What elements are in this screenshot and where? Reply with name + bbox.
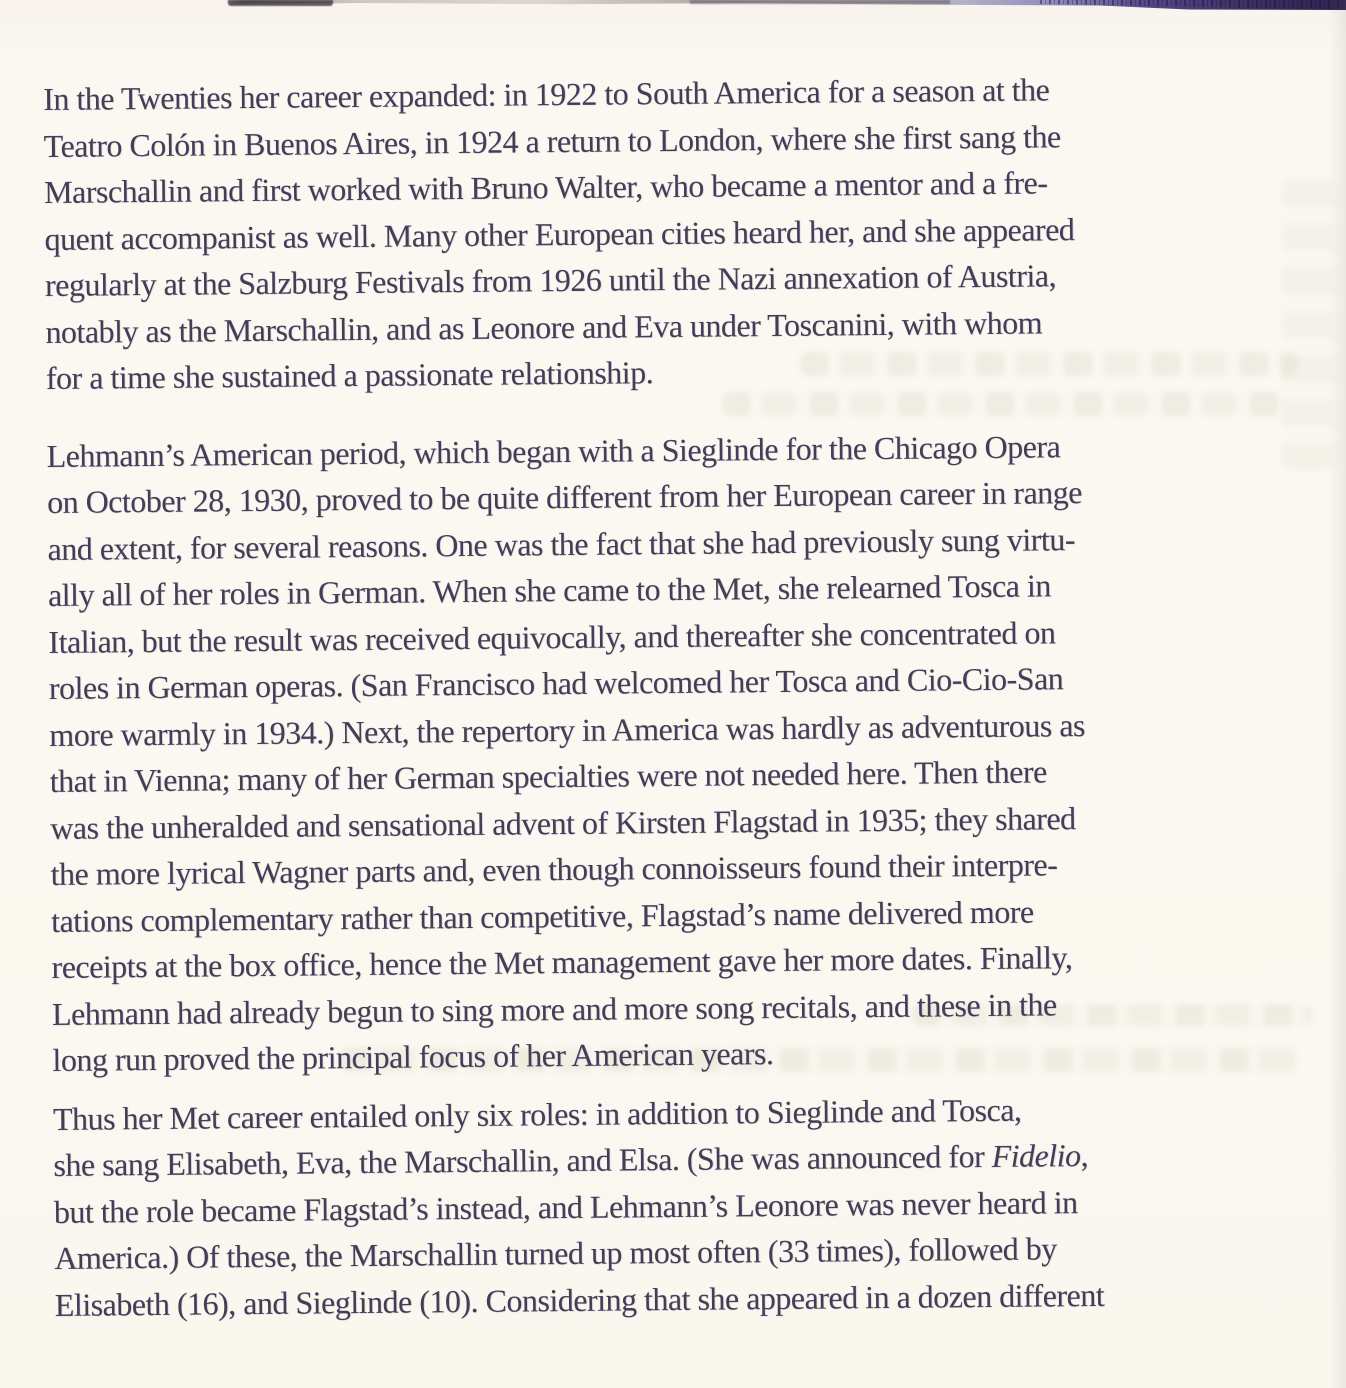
text-line: America.) Of these, the Marschallin turned up most often (33 times), followed by	[54, 1230, 1057, 1276]
scan-artifact-smudge	[228, 0, 333, 6]
text-line: Marschallin and first worked with Bruno Walter, who became a mentor and a fre-	[43, 164, 1048, 210]
text-line: Elisabeth (16), and Sieglinde (10). Considering that she appeared in a dozen different	[54, 1276, 1105, 1323]
text-segment: ,	[1080, 1137, 1089, 1174]
paragraph-1	[43, 64, 1341, 402]
text-line: was the unheralded and sensational advent of Kirsten Flagstad in 1935; they shared	[50, 799, 1076, 846]
text-line: roles in German operas. (San Francisco had welcomed her Tosca and Cio-Cio-San	[48, 660, 1064, 706]
text-line: on October 28, 1930, proved to be quite different from her European career in range	[46, 474, 1083, 520]
text-line: Teatro Colón in Buenos Aires, in 1924 a return to London, where she first sang the	[43, 117, 1061, 164]
text-line: that in Vienna; many of her German specialties were not needed here. Then there	[49, 753, 1047, 799]
text-line: and extent, for several reasons. One was the fact that she had previously sung virtu-	[47, 520, 1076, 567]
text-line: long run proved the principal focus of her American years.	[52, 1035, 774, 1078]
text-line: tations complementary rather than competitive, Flagstad’s name delivered more	[50, 893, 1034, 939]
paragraph-3	[53, 1083, 1346, 1328]
text-line: the more lyrical Wagner parts and, even though connoisseurs found their interpre-	[50, 846, 1058, 892]
text-line: In the Twenties her career expanded: in 1922 to South America for a season at the	[43, 71, 1050, 117]
text-line: for a time she sustained a passionate relationship.	[45, 354, 654, 396]
text-line: regularly at the Salzburg Festivals from 1926 until the Nazi annexation of Austria,	[44, 257, 1057, 303]
scan-artifact-smudge	[690, 0, 950, 4]
text-line: Lehmann had already begun to sing more and more song recitals, and these in the	[51, 985, 1057, 1032]
text-line: quent accompanist as well. Many other European cities heard her, and she appeared	[44, 210, 1075, 257]
text-line: notably as the Marschallin, and as Leonore and Eva under Toscanini, with whom	[45, 303, 1043, 350]
page-text	[43, 64, 1346, 1328]
text-line: Thus her Met career entailed only six roles: in addition to Sieglinde and Tosca,	[52, 1091, 1022, 1137]
text-segment: she sang Elisabeth, Eva, the Marschallin, and Elsa. (She was announced for	[53, 1137, 992, 1183]
text-line: but the role became Flagstad’s instead, and Lehmann’s Leonore was never heard in	[53, 1183, 1078, 1230]
italic-title: Fidelio	[991, 1137, 1081, 1174]
text-line: more warmly in 1934.) Next, the repertory in America was hardly as adventurous as	[49, 706, 1086, 753]
text-line: ally all of her roles in German. When she came to the Met, she relearned Tosca in	[47, 567, 1051, 613]
text-line: Lehmann’s American period, which began with a Sieglinde for the Chicago Opera	[46, 427, 1061, 474]
text-line: Italian, but the result was received equivocally, and thereafter she concentrated on	[48, 613, 1056, 660]
text-line: receipts at the box office, hence the Met management gave her more dates. Finally,	[51, 939, 1073, 985]
paragraph-2	[46, 420, 1346, 1083]
